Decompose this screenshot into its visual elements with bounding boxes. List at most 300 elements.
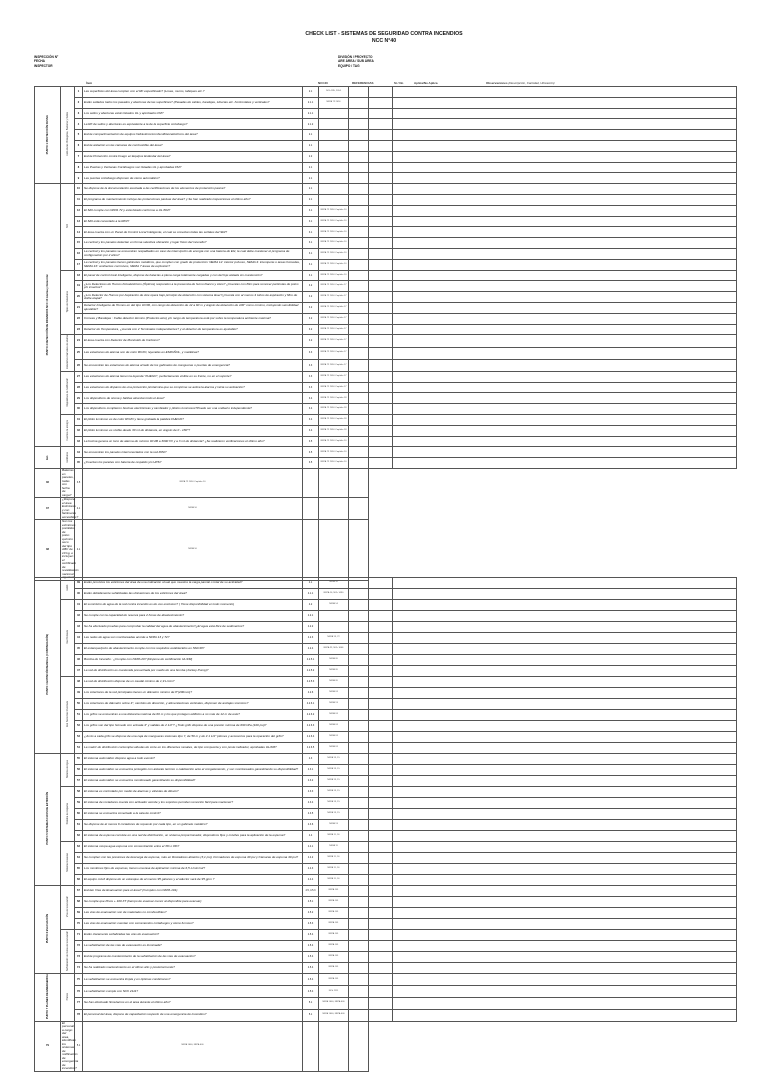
applies-cell[interactable] xyxy=(369,216,393,227)
yes-no-cell[interactable] xyxy=(349,458,369,469)
applies-cell[interactable] xyxy=(369,864,393,875)
standard-reference: NFPA 10, NCh 1430 xyxy=(319,589,349,600)
applies-cell[interactable] xyxy=(369,97,393,108)
col-item: Ítem xyxy=(86,81,93,85)
yes-no-cell[interactable] xyxy=(349,666,369,677)
yes-no-cell[interactable] xyxy=(349,776,369,787)
yes-no-cell[interactable] xyxy=(349,162,369,173)
yes-no-cell[interactable] xyxy=(349,371,369,382)
yes-no-cell[interactable] xyxy=(349,952,369,963)
applies-cell[interactable] xyxy=(369,270,393,281)
applies-cell[interactable] xyxy=(369,313,393,324)
applies-cell[interactable] xyxy=(369,119,393,130)
yes-no-cell[interactable] xyxy=(349,130,369,141)
observations-cell[interactable] xyxy=(393,622,737,633)
ncc-reference: 4.3.3 xyxy=(303,787,319,798)
yes-no-cell[interactable] xyxy=(349,853,369,864)
applies-cell[interactable] xyxy=(369,919,393,930)
observations-cell[interactable] xyxy=(393,371,737,382)
applies-cell[interactable] xyxy=(369,952,393,963)
observations-cell[interactable] xyxy=(393,194,737,205)
header-field-equipo: EQUIPO / TAG xyxy=(338,63,360,68)
yes-no-cell[interactable] xyxy=(349,997,369,1009)
item-number: 35 xyxy=(75,458,83,469)
yes-no-cell[interactable] xyxy=(349,415,369,426)
yes-no-cell[interactable] xyxy=(349,1009,369,1021)
applies-cell[interactable] xyxy=(369,820,393,831)
applies-cell[interactable] xyxy=(369,754,393,765)
yes-no-cell[interactable] xyxy=(349,313,369,324)
observations-cell[interactable] xyxy=(393,688,737,699)
applies-cell[interactable] xyxy=(369,930,393,941)
item-number: 78 xyxy=(75,1009,83,1021)
yes-no-cell[interactable] xyxy=(349,216,369,227)
question-text: Los colectores de diámetro sobre 4", cambios de dirección, y alimentaciones verticales, disponen de anclajes sísmicos? xyxy=(83,699,303,710)
yes-no-cell[interactable] xyxy=(349,875,369,886)
applies-cell[interactable] xyxy=(369,611,393,622)
checklist-row xyxy=(35,809,737,820)
applies-cell[interactable] xyxy=(369,415,393,426)
applies-cell[interactable] xyxy=(369,875,393,886)
yes-no-cell[interactable] xyxy=(349,87,369,98)
standard-reference: NCh 935, 2014 xyxy=(319,87,349,98)
checklist-row xyxy=(35,952,737,963)
applies-cell[interactable] xyxy=(369,184,393,195)
ncc-reference: 4.3.2 xyxy=(303,776,319,787)
yes-no-cell[interactable] xyxy=(349,425,369,436)
applies-cell[interactable] xyxy=(369,151,393,162)
observations-cell[interactable] xyxy=(393,798,737,809)
yes-no-cell[interactable] xyxy=(349,688,369,699)
yes-no-cell[interactable] xyxy=(349,151,369,162)
observations-cell[interactable] xyxy=(393,886,737,897)
ncc-reference: 3.1 xyxy=(303,259,319,270)
checklist-row xyxy=(35,721,737,732)
yes-no-cell[interactable] xyxy=(303,520,319,581)
yes-no-cell[interactable] xyxy=(349,108,369,119)
yes-no-cell[interactable] xyxy=(349,930,369,941)
applies-cell[interactable] xyxy=(369,324,393,335)
applies-cell[interactable] xyxy=(369,798,393,809)
standard-reference: NFPA 20 xyxy=(319,666,349,677)
yes-no-cell[interactable] xyxy=(349,227,369,238)
checklist-row xyxy=(35,469,737,498)
standard-reference xyxy=(319,130,349,141)
applies-cell[interactable] xyxy=(369,248,393,259)
yes-no-cell[interactable] xyxy=(349,831,369,842)
subsection-label: SDI xyxy=(61,184,75,270)
applies-cell[interactable] xyxy=(369,985,393,997)
observations-cell[interactable] xyxy=(393,611,737,622)
observations-cell[interactable] xyxy=(393,633,737,644)
observations-cell[interactable] xyxy=(393,677,737,688)
applies-cell[interactable] xyxy=(369,886,393,897)
question-text: ¿Dispone el área Extintores y con fácilmente accesibles? xyxy=(62,497,79,519)
yes-no-cell[interactable] xyxy=(349,677,369,688)
observations-cell[interactable] xyxy=(393,578,737,589)
observations-cell[interactable] xyxy=(393,732,737,743)
checklist-row xyxy=(35,227,737,238)
observations-cell[interactable] xyxy=(393,324,737,335)
observations-cell[interactable] xyxy=(393,600,737,611)
observations-cell[interactable] xyxy=(393,227,737,238)
observations-cell[interactable] xyxy=(393,985,737,997)
applies-cell[interactable] xyxy=(369,205,393,216)
yes-no-cell[interactable] xyxy=(349,393,369,404)
observations-cell[interactable] xyxy=(393,292,737,303)
applies-cell[interactable] xyxy=(369,382,393,393)
applies-cell[interactable] xyxy=(369,87,393,98)
ncc-reference: 3.1 xyxy=(303,205,319,216)
yes-no-cell[interactable] xyxy=(349,886,369,897)
yes-no-cell[interactable] xyxy=(349,699,369,710)
observations-cell[interactable] xyxy=(393,119,737,130)
observations-cell[interactable] xyxy=(393,787,737,798)
observations-cell[interactable] xyxy=(393,216,737,227)
yes-no-cell[interactable] xyxy=(349,842,369,853)
observations-cell[interactable] xyxy=(393,853,737,864)
item-number: 18 xyxy=(75,270,83,281)
yes-no-cell[interactable] xyxy=(349,119,369,130)
observations-cell[interactable] xyxy=(393,313,737,324)
observations-cell[interactable] xyxy=(393,776,737,787)
standard-reference: NFPA 72 2016 Capítulo 17 xyxy=(319,347,349,359)
observations-cell[interactable] xyxy=(393,963,737,974)
yes-no-cell[interactable] xyxy=(349,292,369,303)
observations-cell[interactable] xyxy=(393,97,737,108)
yes-no-cell[interactable] xyxy=(349,798,369,809)
applies-cell[interactable] xyxy=(319,469,349,498)
checklist-row xyxy=(35,853,737,864)
question-text: Bomba de Incendio : ¿Cumple con NFPA 20? (Dispone de certificación UL/FM) xyxy=(83,655,303,666)
observations-cell[interactable] xyxy=(393,347,737,359)
observations-cell[interactable] xyxy=(393,259,737,270)
observations-cell[interactable] xyxy=(393,831,737,842)
ncc-reference: 2.1 xyxy=(303,87,319,98)
applies-cell[interactable] xyxy=(369,765,393,776)
standard-reference: NFPA 72 2016 Capítulo 10 xyxy=(319,216,349,227)
col-observaciones: Observaciones (Descripción, Cantidad, Ubicación) xyxy=(486,81,555,85)
observations-cell[interactable] xyxy=(393,710,737,721)
applies-cell[interactable] xyxy=(369,335,393,347)
item-number: 26 xyxy=(75,359,83,371)
yes-no-cell[interactable] xyxy=(349,655,369,666)
applies-cell[interactable] xyxy=(319,520,349,581)
observations-cell[interactable] xyxy=(393,205,737,216)
observations-cell[interactable] xyxy=(393,864,737,875)
section-label: PUNTO 1 PROTECCIÓN PASIVA xyxy=(35,87,61,184)
yes-no-cell[interactable] xyxy=(349,622,369,633)
question-text: Los grifos son del tipo húmedo con entrada 4" y salidas de 2 1/2"? ¿Todo grifo dispone de una presión mínima de 690 kPa (100 psi)? xyxy=(83,721,303,732)
yes-no-cell[interactable] xyxy=(349,447,369,458)
applies-cell[interactable] xyxy=(369,644,393,655)
applies-cell[interactable] xyxy=(369,732,393,743)
yes-no-cell[interactable] xyxy=(349,194,369,205)
observations-cell[interactable] xyxy=(393,919,737,930)
ncc-reference: 3.1 xyxy=(303,227,319,238)
item-number: 55 xyxy=(75,754,83,765)
item-number: 12 xyxy=(75,205,83,216)
item-number: 72 xyxy=(75,941,83,952)
yes-no-cell[interactable] xyxy=(349,611,369,622)
yes-no-cell[interactable] xyxy=(349,963,369,974)
applies-cell[interactable] xyxy=(369,578,393,589)
ncc-reference: 3.1 xyxy=(303,270,319,281)
observations-cell[interactable] xyxy=(393,941,737,952)
applies-cell[interactable] xyxy=(369,194,393,205)
applies-cell[interactable] xyxy=(369,721,393,732)
yes-no-cell[interactable] xyxy=(349,600,369,611)
yes-no-cell[interactable] xyxy=(349,721,369,732)
yes-no-cell[interactable] xyxy=(349,259,369,270)
yes-no-cell[interactable] xyxy=(349,765,369,776)
question-text: Están claramente señalizadas las vías de evacuación? xyxy=(83,930,303,941)
yes-no-cell[interactable] xyxy=(349,184,369,195)
yes-no-cell[interactable] xyxy=(349,809,369,820)
applies-cell[interactable] xyxy=(369,347,393,359)
applies-cell[interactable] xyxy=(369,436,393,447)
standard-reference: NFPA 10 xyxy=(83,520,303,581)
ncc-reference: 3.5 xyxy=(75,469,83,498)
yes-no-cell[interactable] xyxy=(349,347,369,359)
observations-cell[interactable] xyxy=(393,721,737,732)
applies-cell[interactable] xyxy=(369,622,393,633)
observations-cell[interactable] xyxy=(393,87,737,98)
observations-cell[interactable] xyxy=(393,184,737,195)
standard-reference: NFPA 22, NCh 1646 xyxy=(319,644,349,655)
applies-cell[interactable] xyxy=(369,371,393,382)
yes-no-cell[interactable] xyxy=(349,908,369,919)
applies-cell[interactable] xyxy=(369,743,393,754)
observations-cell[interactable] xyxy=(393,270,737,281)
observations-cell[interactable] xyxy=(393,997,737,1009)
yes-no-cell[interactable] xyxy=(349,644,369,655)
applies-cell[interactable] xyxy=(369,162,393,173)
yes-no-cell[interactable] xyxy=(349,173,369,184)
yes-no-cell[interactable] xyxy=(349,864,369,875)
observations-cell[interactable] xyxy=(393,458,737,469)
applies-cell[interactable] xyxy=(369,787,393,798)
applies-cell[interactable] xyxy=(369,393,393,404)
yes-no-cell[interactable] xyxy=(349,754,369,765)
observations-cell[interactable] xyxy=(393,130,737,141)
ncc-reference: 4.5.2 xyxy=(303,908,319,919)
applies-cell[interactable] xyxy=(369,677,393,688)
yes-no-cell[interactable] xyxy=(349,248,369,259)
subsection-label: Sistema de Agua xyxy=(61,754,75,787)
item-number: 1 xyxy=(75,87,83,98)
applies-cell[interactable] xyxy=(369,809,393,820)
observations-cell[interactable] xyxy=(393,589,737,600)
observations-cell[interactable] xyxy=(393,743,737,754)
applies-cell[interactable] xyxy=(369,281,393,292)
question-text: ¿Junto a cada grifo se dispone de una caja de mangueras sistemas tipo Y, de 50 m y de 4 1 1/2" pitones y accesorios para la operación del grifo? xyxy=(83,732,303,743)
observations-cell[interactable] xyxy=(393,173,737,184)
applies-cell[interactable] xyxy=(369,600,393,611)
observations-cell[interactable] xyxy=(393,302,737,313)
observations-cell[interactable] xyxy=(349,469,369,498)
yes-no-cell[interactable] xyxy=(349,404,369,415)
applies-cell[interactable] xyxy=(369,666,393,677)
yes-no-cell[interactable] xyxy=(349,732,369,743)
observations-cell[interactable] xyxy=(393,335,737,347)
yes-no-cell[interactable] xyxy=(349,710,369,721)
observations-cell[interactable] xyxy=(393,436,737,447)
applies-cell[interactable] xyxy=(369,633,393,644)
yes-no-cell[interactable] xyxy=(349,335,369,347)
ncc-reference: 4.2.6.2 xyxy=(303,710,319,721)
checklist-row xyxy=(35,347,737,359)
applies-cell[interactable] xyxy=(369,108,393,119)
applies-cell[interactable] xyxy=(369,302,393,313)
observations-cell[interactable] xyxy=(393,359,737,371)
yes-no-cell[interactable] xyxy=(349,238,369,249)
observations-cell[interactable] xyxy=(393,908,737,919)
col-ncc: NCC40 xyxy=(318,81,328,85)
observations-cell[interactable] xyxy=(393,875,737,886)
yes-no-cell[interactable] xyxy=(349,820,369,831)
observations-cell[interactable] xyxy=(393,425,737,436)
checklist-row xyxy=(35,941,737,952)
ncc-reference: 4.2.2 xyxy=(303,622,319,633)
applies-cell[interactable] xyxy=(369,842,393,853)
yes-no-cell[interactable] xyxy=(303,498,319,520)
applies-cell[interactable] xyxy=(369,974,393,986)
applies-cell[interactable] xyxy=(369,655,393,666)
observations-cell[interactable] xyxy=(393,1009,737,1021)
applies-cell[interactable] xyxy=(369,853,393,864)
applies-cell[interactable] xyxy=(369,688,393,699)
yes-no-cell[interactable] xyxy=(349,633,369,644)
yes-no-cell[interactable] xyxy=(349,985,369,997)
observations-cell[interactable] xyxy=(393,140,737,151)
yes-no-cell[interactable] xyxy=(349,897,369,908)
yes-no-cell[interactable] xyxy=(349,205,369,216)
observations-cell[interactable] xyxy=(393,930,737,941)
observations-cell[interactable] xyxy=(393,248,737,259)
applies-cell[interactable] xyxy=(369,458,393,469)
observations-cell[interactable] xyxy=(393,382,737,393)
applies-cell[interactable] xyxy=(369,908,393,919)
observations-cell[interactable] xyxy=(393,842,737,853)
checklist-row xyxy=(35,622,737,633)
observations-cell[interactable] xyxy=(393,644,737,655)
observations-cell[interactable] xyxy=(393,974,737,986)
yes-no-cell[interactable] xyxy=(349,97,369,108)
yes-no-cell[interactable] xyxy=(349,787,369,798)
applies-cell[interactable] xyxy=(369,776,393,787)
applies-cell[interactable] xyxy=(369,259,393,270)
observations-cell[interactable] xyxy=(393,820,737,831)
checklist-row xyxy=(35,359,737,371)
applies-cell[interactable] xyxy=(369,227,393,238)
section-label: PUNTO 6 EVACUACIÓN xyxy=(35,886,61,974)
ncc-reference: 3.2 xyxy=(303,292,319,303)
applies-cell[interactable] xyxy=(369,997,393,1009)
yes-no-cell[interactable] xyxy=(349,436,369,447)
yes-no-cell[interactable] xyxy=(349,589,369,600)
applies-cell[interactable] xyxy=(369,963,393,974)
applies-cell[interactable] xyxy=(369,359,393,371)
yes-no-cell[interactable] xyxy=(349,324,369,335)
standard-reference: NFPA 72 2016 Capítulo 18 xyxy=(319,425,349,436)
applies-cell[interactable] xyxy=(369,589,393,600)
applies-cell[interactable] xyxy=(369,292,393,303)
yes-no-cell[interactable] xyxy=(349,281,369,292)
observations-cell[interactable] xyxy=(393,809,737,820)
yes-no-cell[interactable] xyxy=(349,359,369,371)
yes-no-cell[interactable] xyxy=(349,578,369,589)
applies-cell[interactable] xyxy=(369,831,393,842)
yes-no-cell[interactable] xyxy=(349,974,369,986)
observations-cell[interactable] xyxy=(393,447,737,458)
standard-reference: NFPA 1600, NFPA 600 xyxy=(319,1009,349,1021)
observations-cell[interactable] xyxy=(393,393,737,404)
observations-cell[interactable] xyxy=(393,952,737,963)
observations-cell[interactable] xyxy=(349,520,369,581)
applies-cell[interactable] xyxy=(369,404,393,415)
yes-no-cell[interactable] xyxy=(349,919,369,930)
yes-no-cell[interactable] xyxy=(349,302,369,313)
observations-cell[interactable] xyxy=(393,238,737,249)
applies-cell[interactable] xyxy=(369,447,393,458)
applies-cell[interactable] xyxy=(369,238,393,249)
applies-cell[interactable] xyxy=(369,699,393,710)
yes-no-cell[interactable] xyxy=(349,743,369,754)
standard-reference xyxy=(319,184,349,195)
yes-no-cell[interactable] xyxy=(349,270,369,281)
checklist-row xyxy=(35,897,737,908)
observations-cell[interactable] xyxy=(393,765,737,776)
applies-cell[interactable] xyxy=(319,1021,349,1071)
applies-cell[interactable] xyxy=(369,425,393,436)
standard-reference: NFPA 72 2016 xyxy=(319,97,349,108)
yes-no-cell[interactable] xyxy=(349,941,369,952)
observations-cell[interactable] xyxy=(349,1021,369,1071)
checklist-row xyxy=(35,324,737,335)
observations-cell[interactable] xyxy=(393,655,737,666)
yes-no-cell[interactable] xyxy=(303,469,319,498)
observations-cell[interactable] xyxy=(393,699,737,710)
applies-cell[interactable] xyxy=(319,498,349,520)
applies-cell[interactable] xyxy=(369,130,393,141)
standard-reference: NFPA 72 2016 Capítulo 17 xyxy=(319,335,349,347)
item-number: 4 xyxy=(75,119,83,130)
applies-cell[interactable] xyxy=(369,710,393,721)
applies-cell[interactable] xyxy=(369,941,393,952)
yes-no-cell[interactable] xyxy=(349,382,369,393)
applies-cell[interactable] xyxy=(369,173,393,184)
observations-cell[interactable] xyxy=(393,415,737,426)
item-number: 33 xyxy=(75,436,83,447)
observations-cell[interactable] xyxy=(393,151,737,162)
observations-cell[interactable] xyxy=(393,897,737,908)
yes-no-cell[interactable] xyxy=(349,140,369,151)
observations-cell[interactable] xyxy=(393,281,737,292)
yes-no-cell[interactable] xyxy=(303,1021,319,1071)
applies-cell[interactable] xyxy=(369,1009,393,1021)
applies-cell[interactable] xyxy=(369,897,393,908)
observations-cell[interactable] xyxy=(393,666,737,677)
observations-cell[interactable] xyxy=(393,162,737,173)
observations-cell[interactable] xyxy=(349,498,369,520)
applies-cell[interactable] xyxy=(369,140,393,151)
observations-cell[interactable] xyxy=(393,404,737,415)
observations-cell[interactable] xyxy=(393,754,737,765)
question-text: El sistema de rociadores cuenta con activador acorde y los soportes permiten remoción fácil para mantener? xyxy=(83,798,303,809)
item-number: 47 xyxy=(75,666,83,677)
observations-cell[interactable] xyxy=(393,108,737,119)
